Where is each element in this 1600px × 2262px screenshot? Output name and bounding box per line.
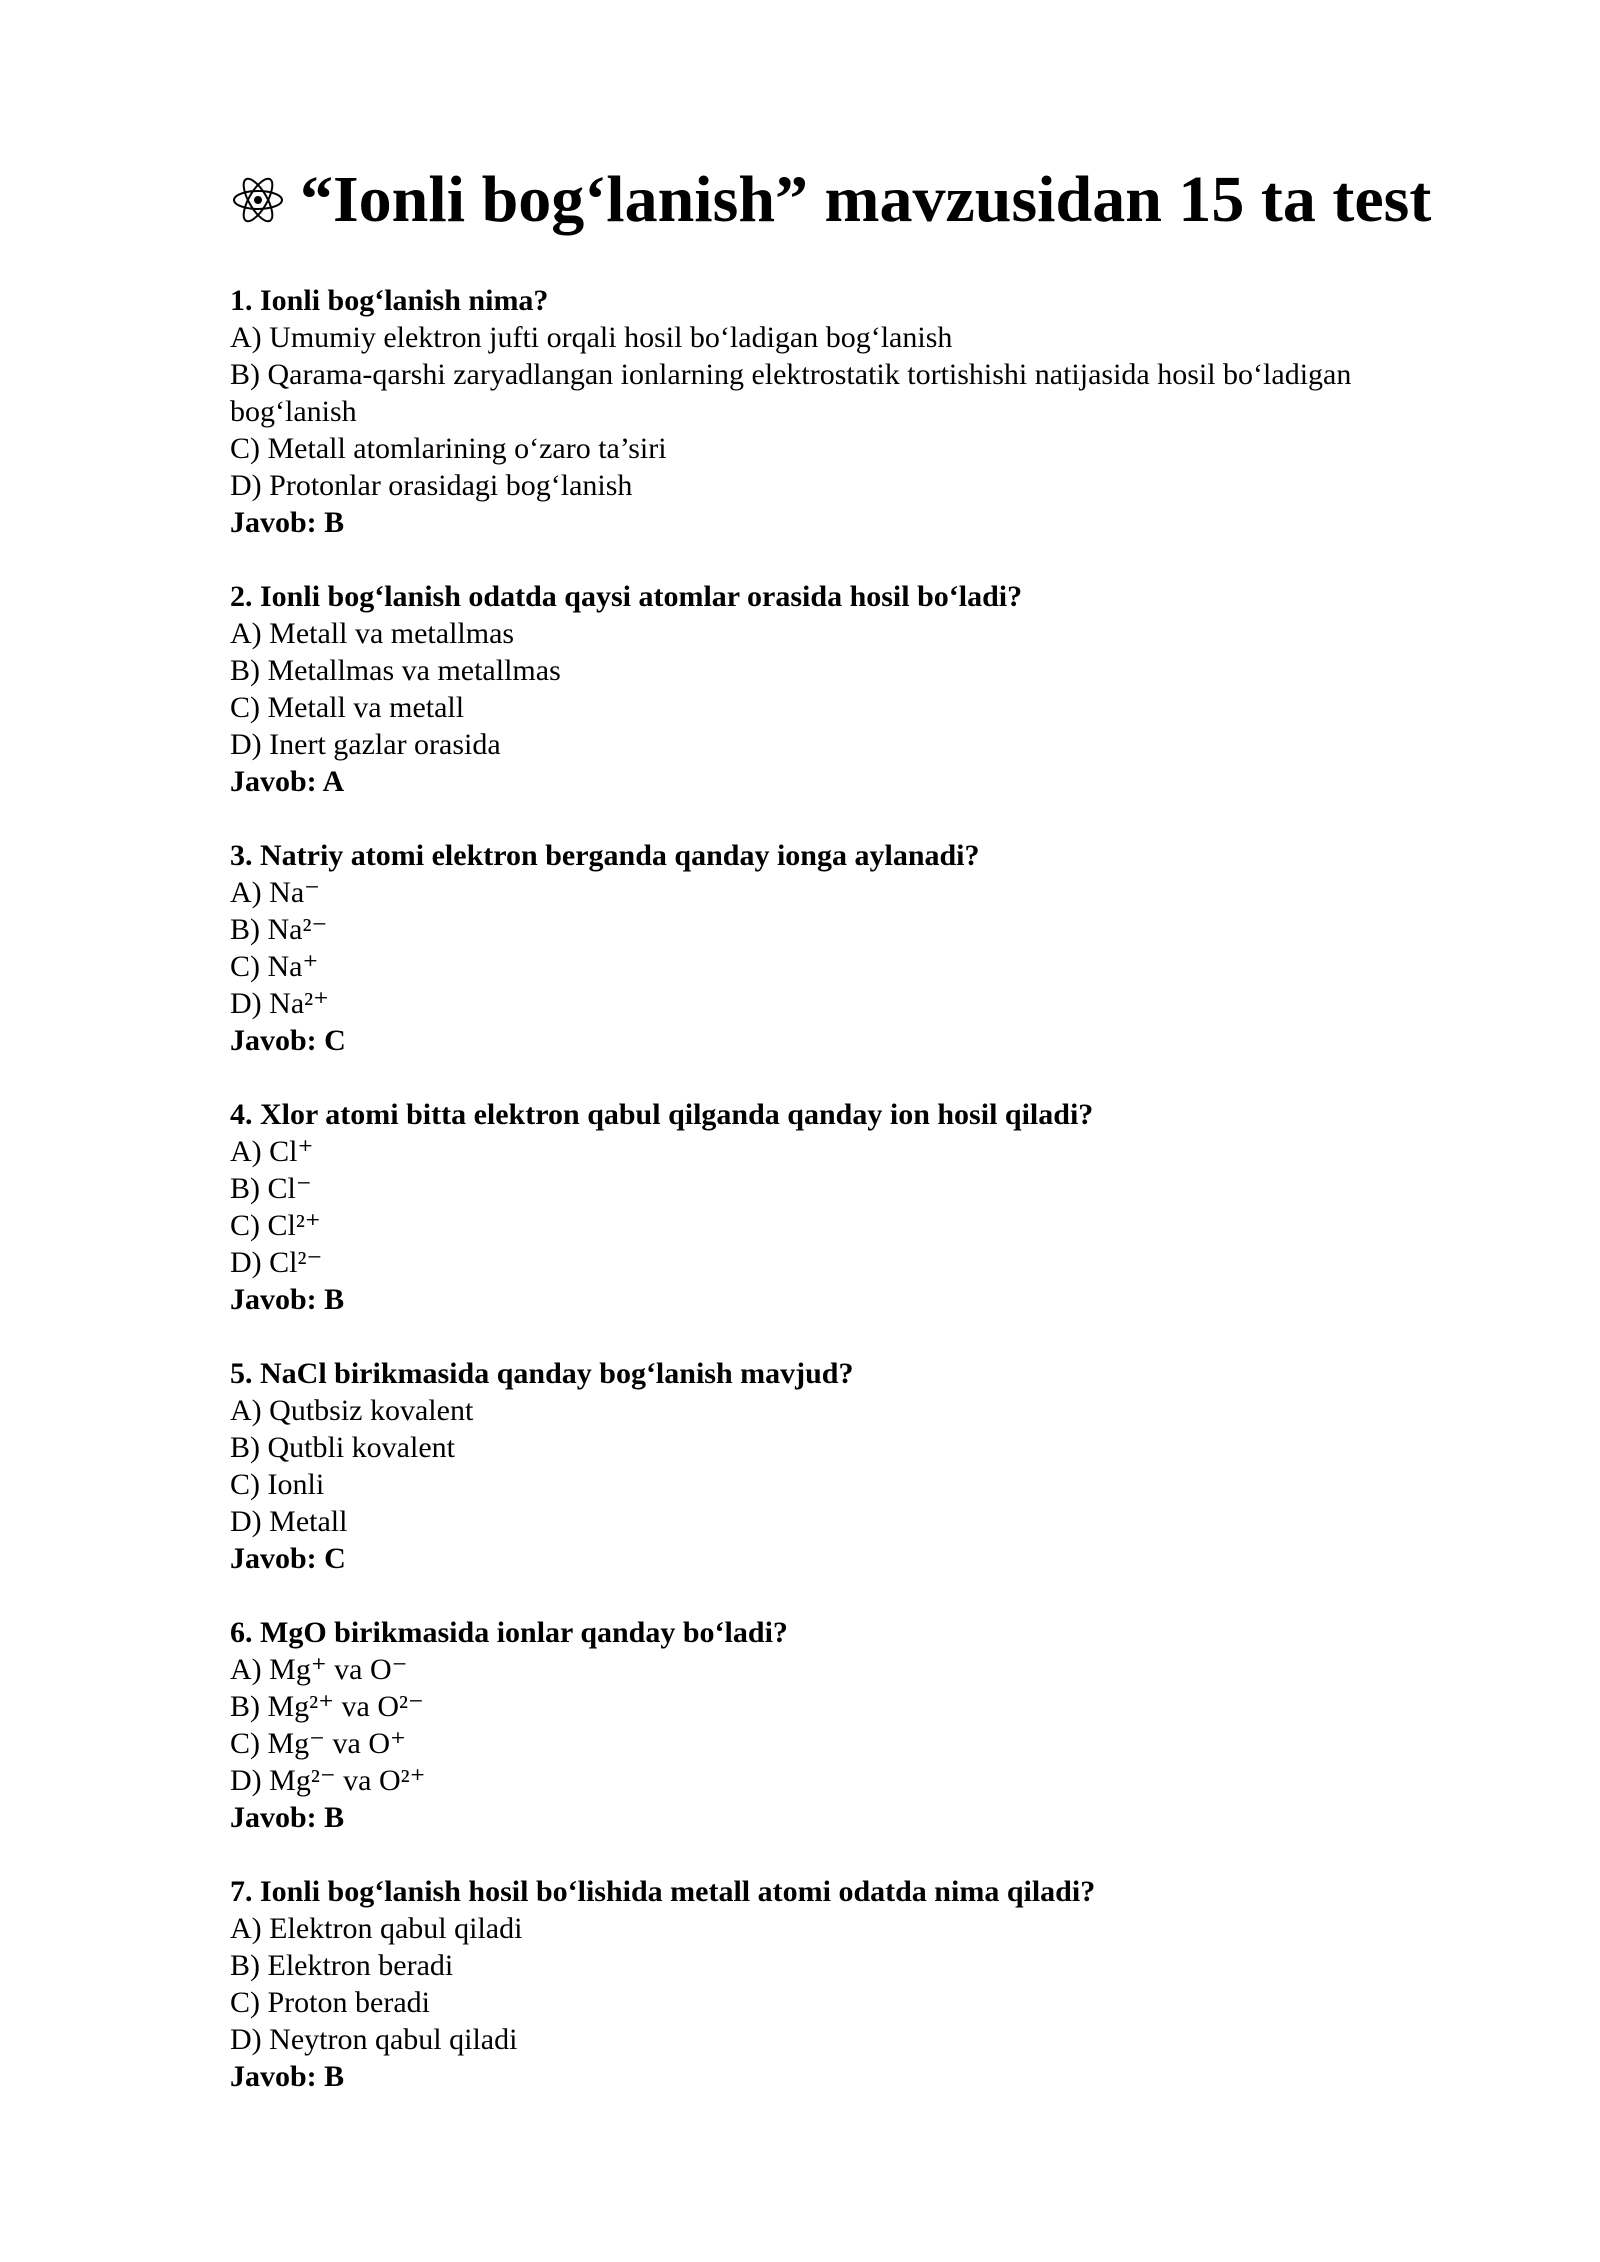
answer-option: B) Mg²⁺ va O²⁻ <box>230 1690 424 1723</box>
question-text: 5. NaCl birikmasida qanday bog‘lanish mavjud? <box>230 1357 854 1390</box>
answer-option: C) Na⁺ <box>230 950 319 983</box>
answer-option: D) Neytron qabul qiladi <box>230 2023 518 2056</box>
answer-option: C) Cl²⁺ <box>230 1209 321 1242</box>
answer-option: B) Elektron beradi <box>230 1949 454 1982</box>
atom-icon <box>230 172 286 228</box>
question-text: 6. MgO birikmasida ionlar qanday bo‘ladi? <box>230 1616 788 1649</box>
answer-option: D) Inert gazlar orasida <box>230 728 501 761</box>
document-title <box>230 160 1470 240</box>
answer-option: A) Umumiy elektron jufti orqali hosil bo‘ladigan bog‘lanish <box>230 321 953 354</box>
answer-option: C) Mg⁻ va O⁺ <box>230 1727 406 1760</box>
answer-option: A) Elektron qabul qiladi <box>230 1912 523 1945</box>
document-title-text: “Ionli bog‘lanish” mavzusidan 15 ta test <box>300 163 1432 236</box>
answer-option: C) Metall va metall <box>230 691 465 724</box>
answer-option: B) Qutbli kovalent <box>230 1431 455 1464</box>
answer-option: A) Mg⁺ va O⁻ <box>230 1653 408 1686</box>
answer-option: A) Na⁻ <box>230 876 320 909</box>
answer-option: D) Cl²⁻ <box>230 1246 323 1279</box>
correct-answer: Javob: B <box>230 1283 345 1316</box>
question-text: 2. Ionli bog‘lanish odatda qaysi atomlar orasida hosil bo‘ladi? <box>230 580 1023 613</box>
answer-option: C) Ionli <box>230 1468 325 1501</box>
question-text: 4. Xlor atomi bitta elektron qabul qilganda qanday ion hosil qiladi? <box>230 1098 1094 1131</box>
question-block <box>230 837 1470 1059</box>
answer-option: D) Mg²⁻ va O²⁺ <box>230 1764 426 1797</box>
correct-answer: Javob: C <box>230 1024 346 1057</box>
answer-option: A) Cl⁺ <box>230 1135 314 1168</box>
question-block <box>230 1873 1470 2095</box>
question-block <box>230 1614 1470 1836</box>
question-text: 3. Natriy atomi elektron berganda qanday ionga aylanadi? <box>230 839 980 872</box>
answer-option: A) Metall va metallmas <box>230 617 515 650</box>
question-text: 1. Ionli bog‘lanish nima? <box>230 284 549 317</box>
correct-answer: Javob: C <box>230 1542 346 1575</box>
answer-option: B) Na²⁻ <box>230 913 328 946</box>
question-block <box>230 1355 1470 1577</box>
correct-answer: Javob: B <box>230 2060 345 2093</box>
answer-option: B) Metallmas va metallmas <box>230 654 561 687</box>
answer-option: C) Metall atomlarining o‘zaro ta’siri <box>230 432 667 465</box>
question-text: 7. Ionli bog‘lanish hosil bo‘lishida metall atomi odatda nima qiladi? <box>230 1875 1096 1908</box>
answer-option: A) Qutbsiz kovalent <box>230 1394 474 1427</box>
answer-option: D) Protonlar orasidagi bog‘lanish <box>230 469 633 502</box>
question-block <box>230 1096 1470 1318</box>
answer-option: D) Metall <box>230 1505 348 1538</box>
correct-answer: Javob: B <box>230 1801 345 1834</box>
document-page <box>230 160 1470 2132</box>
correct-answer: Javob: A <box>230 765 345 798</box>
answer-option: D) Na²⁺ <box>230 987 329 1020</box>
question-block <box>230 282 1470 541</box>
answer-option: B) Cl⁻ <box>230 1172 312 1205</box>
question-block <box>230 578 1470 800</box>
correct-answer: Javob: B <box>230 506 345 539</box>
answer-option: B) Qarama-qarshi zaryadlangan ionlarning elektrostatik tortishishi natijasida hosil bo‘ladigan bog‘lanish <box>230 358 1352 428</box>
question-list <box>230 282 1470 2095</box>
answer-option: C) Proton beradi <box>230 1986 430 2019</box>
